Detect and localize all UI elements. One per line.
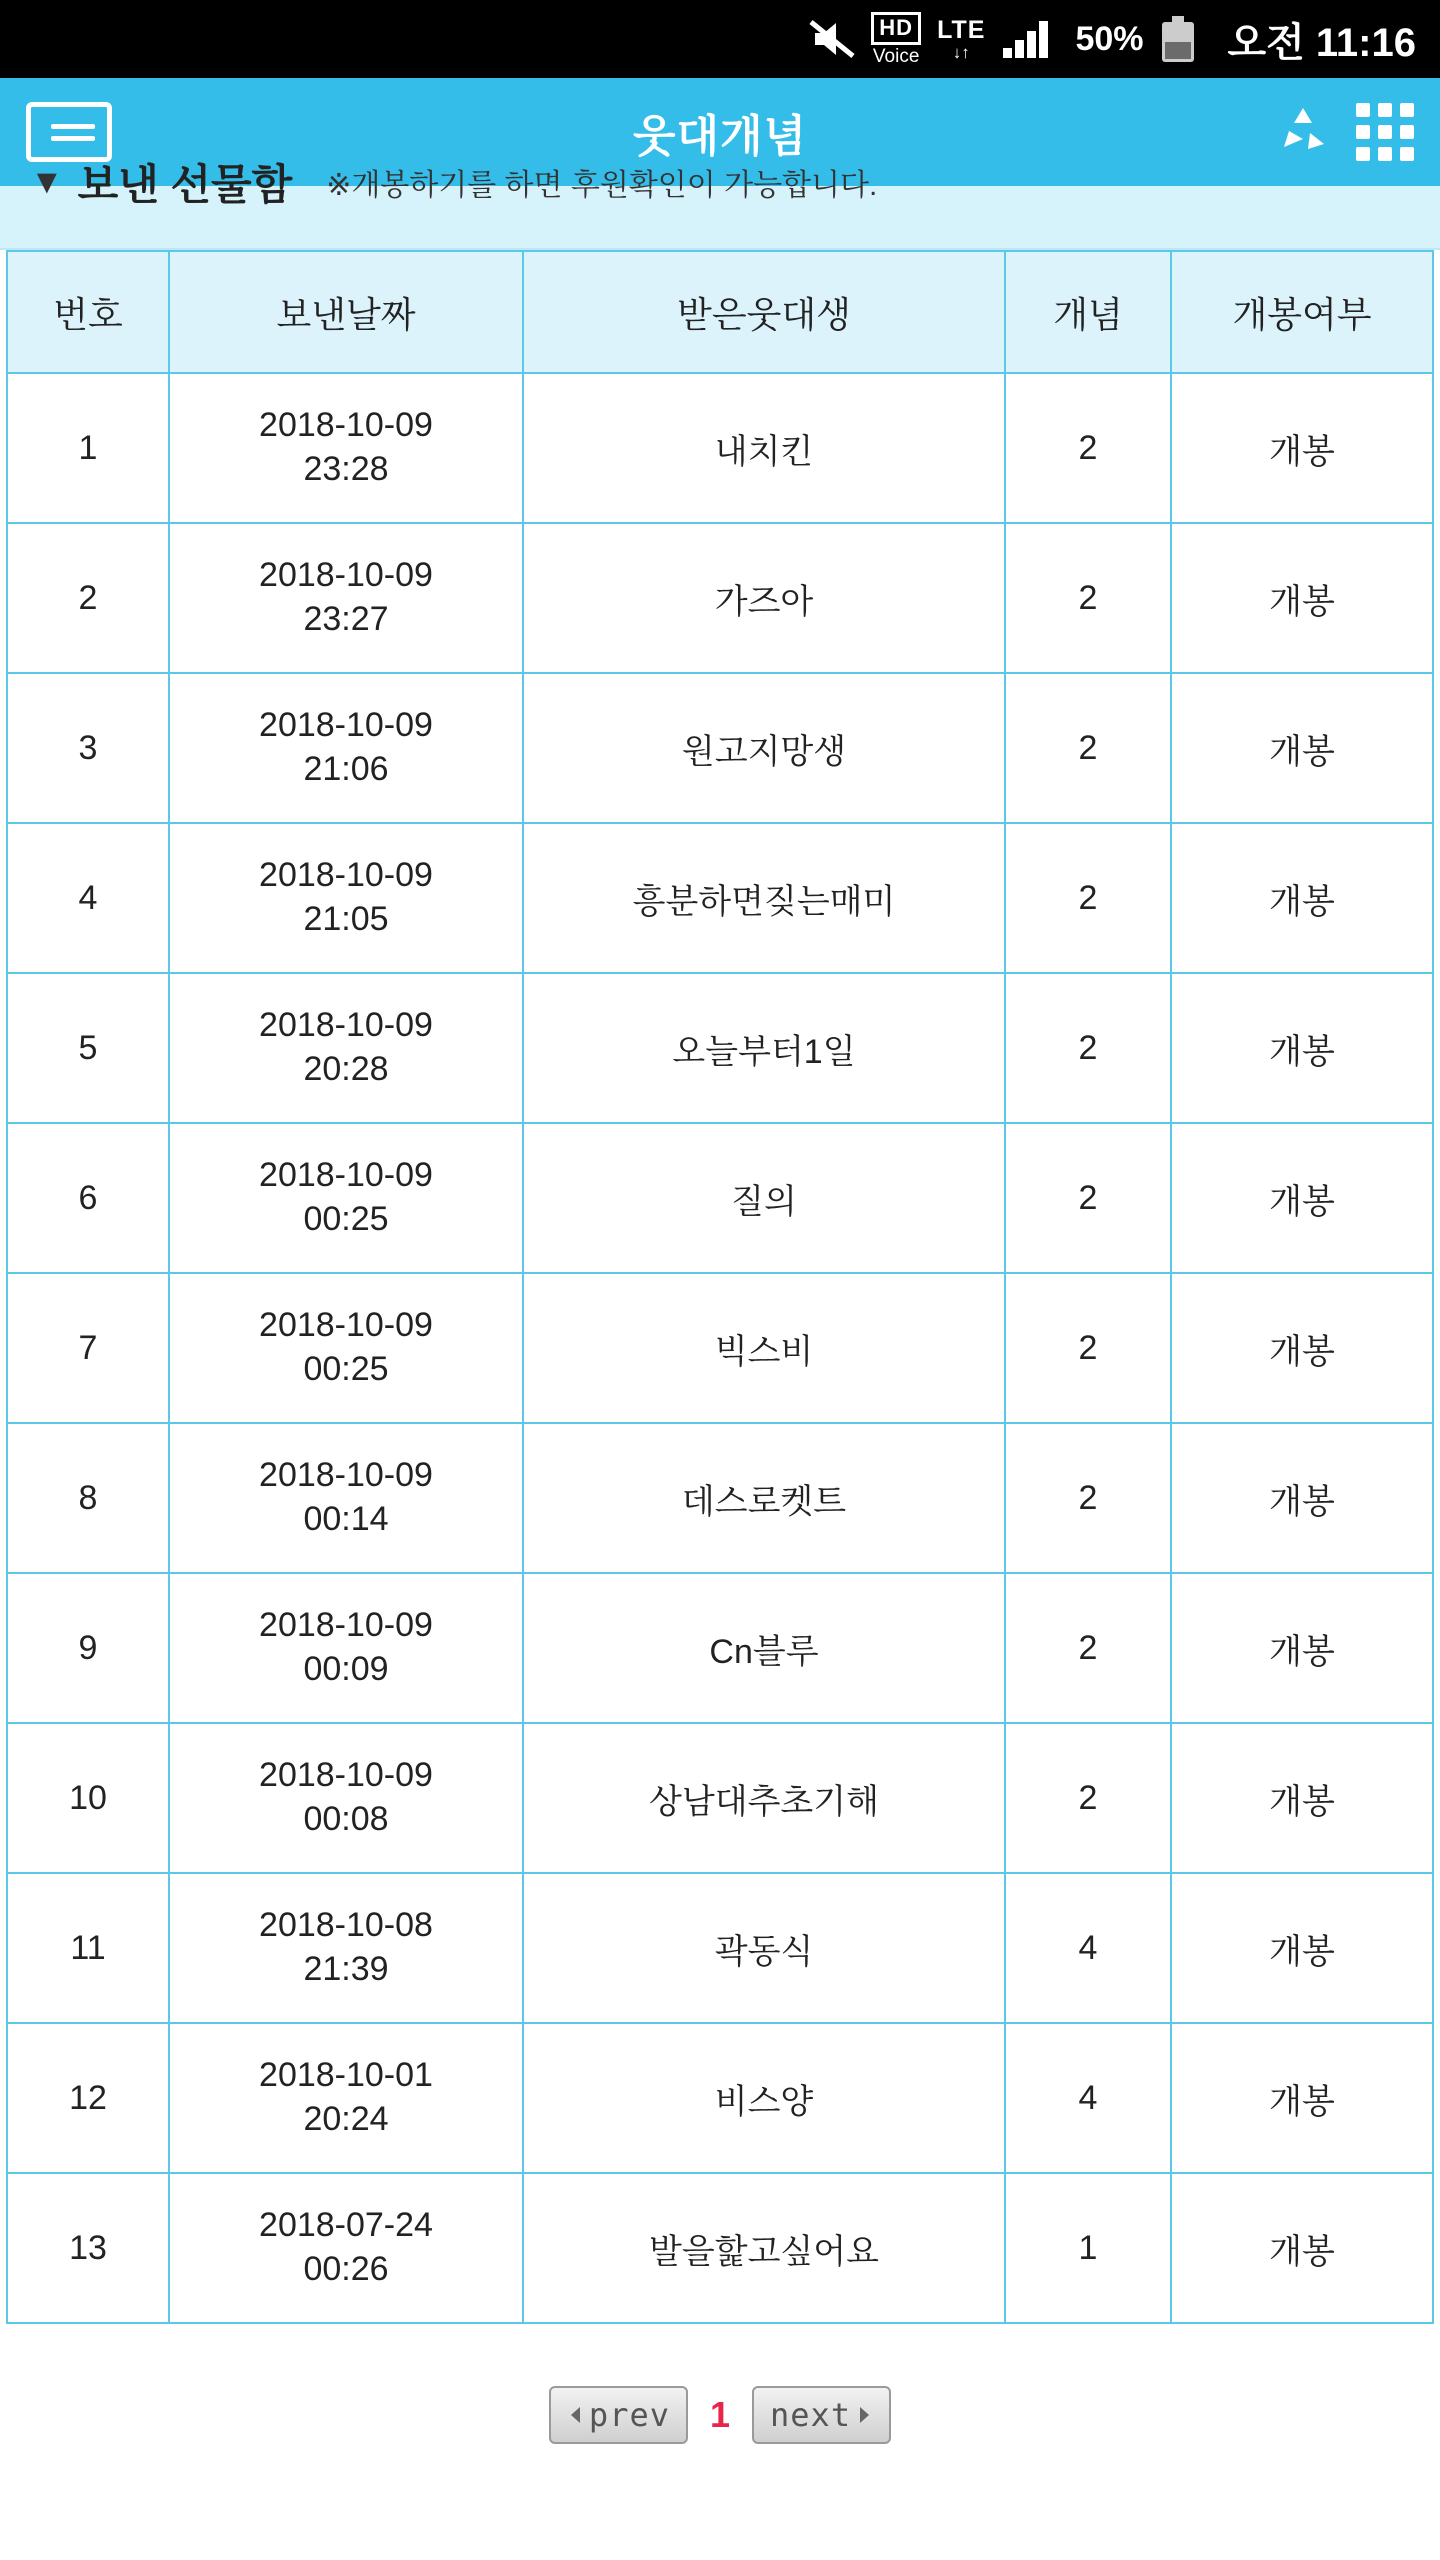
table-body <box>7 373 1433 2323</box>
cell-date-day: 2018-10-09 <box>259 1156 433 1195</box>
cell-date <box>169 2173 523 2323</box>
cell-no: 13 <box>7 2173 169 2323</box>
mute-icon <box>809 18 855 60</box>
table-row[interactable] <box>7 2023 1433 2173</box>
cell-date-day: 2018-10-08 <box>259 1906 433 1945</box>
cell-date <box>169 523 523 673</box>
cell-date-day: 2018-10-09 <box>259 856 433 895</box>
cell-open-status[interactable]: 개봉 <box>1171 1573 1433 1723</box>
cell-date-day: 2018-10-09 <box>259 1756 433 1795</box>
chevron-right-icon <box>857 2405 873 2425</box>
cell-date-time: 00:14 <box>303 1500 389 1538</box>
table-row[interactable] <box>7 1273 1433 1423</box>
table-row[interactable] <box>7 1123 1433 1273</box>
lte-label: LTE <box>937 15 986 44</box>
cell-date-time: 00:09 <box>303 1650 389 1688</box>
next-page-button[interactable] <box>752 2386 891 2444</box>
cell-date-day: 2018-10-09 <box>259 1456 433 1495</box>
cell-open-status[interactable]: 개봉 <box>1171 823 1433 973</box>
column-header-open-status: 개봉여부 <box>1171 251 1433 373</box>
lte-icon <box>937 15 986 62</box>
notice-title: 보낸 선물함 <box>77 161 293 208</box>
cell-date <box>169 973 523 1123</box>
cell-date <box>169 1573 523 1723</box>
notice-subtitle: ※개봉하기를 하면 후원확인이 가능합니다. <box>326 169 878 202</box>
cell-date <box>169 373 523 523</box>
app-bar-actions <box>1276 103 1414 162</box>
cell-date-day: 2018-10-09 <box>259 706 433 745</box>
cell-no: 10 <box>7 1723 169 1873</box>
table-row[interactable] <box>7 673 1433 823</box>
cell-no: 12 <box>7 2023 169 2173</box>
cell-recipient: 질의 <box>523 1123 1005 1273</box>
cell-recipient: 원고지망생 <box>523 673 1005 823</box>
cell-recipient: 가즈아 <box>523 523 1005 673</box>
cell-open-status[interactable]: 개봉 <box>1171 1273 1433 1423</box>
table-row[interactable] <box>7 1573 1433 1723</box>
cell-recipient: 빅스비 <box>523 1273 1005 1423</box>
chevron-down-icon: ▼ <box>30 163 64 201</box>
chevron-left-icon <box>567 2405 583 2425</box>
cell-no: 2 <box>7 523 169 673</box>
cell-count: 2 <box>1005 673 1171 823</box>
pagination <box>0 2386 1440 2444</box>
cell-count: 4 <box>1005 1873 1171 2023</box>
gift-list-table <box>6 250 1434 2324</box>
prev-page-button[interactable] <box>549 2386 688 2444</box>
cell-no: 11 <box>7 1873 169 2023</box>
hd-sub-label: Voice <box>872 45 920 67</box>
cell-date-day: 2018-07-24 <box>259 2206 433 2245</box>
cell-count: 2 <box>1005 1723 1171 1873</box>
status-clock: 오전 11:16 <box>1227 20 1416 65</box>
cell-date-day: 2018-10-09 <box>259 406 433 445</box>
cell-recipient: 비스양 <box>523 2023 1005 2173</box>
cell-no: 8 <box>7 1423 169 1573</box>
cell-open-status[interactable]: 개봉 <box>1171 973 1433 1123</box>
status-bar <box>0 0 1440 78</box>
cell-date <box>169 823 523 973</box>
cell-no: 1 <box>7 373 169 523</box>
page-title: 웃대개념 <box>632 112 807 161</box>
current-page-label[interactable]: 1 <box>709 2394 731 2435</box>
cell-date-day: 2018-10-09 <box>259 1606 433 1645</box>
cell-date-time: 23:28 <box>303 450 389 488</box>
cell-date <box>169 1873 523 2023</box>
column-header-count: 개념 <box>1005 251 1171 373</box>
gift-list-table-wrapper <box>0 250 1440 2324</box>
cell-date <box>169 673 523 823</box>
cell-open-status[interactable]: 개봉 <box>1171 2023 1433 2173</box>
cell-count: 2 <box>1005 1273 1171 1423</box>
hd-label: HD <box>871 12 921 45</box>
grid-icon[interactable] <box>1356 103 1414 161</box>
cell-date-time: 21:39 <box>303 1950 389 1988</box>
cell-date-time: 23:27 <box>303 600 389 638</box>
cell-date-time: 21:05 <box>303 900 389 938</box>
cell-open-status[interactable]: 개봉 <box>1171 1723 1433 1873</box>
signal-icon <box>1001 18 1053 60</box>
cell-date-day: 2018-10-09 <box>259 1006 433 1045</box>
cell-date-time: 00:25 <box>303 1350 389 1388</box>
cell-date-day: 2018-10-01 <box>259 2056 433 2095</box>
cell-no: 5 <box>7 973 169 1123</box>
cell-recipient: 곽동식 <box>523 1873 1005 2023</box>
cell-no: 9 <box>7 1573 169 1723</box>
notice-bar[interactable] <box>0 161 1440 250</box>
next-page-label: next <box>770 2396 852 2434</box>
table-row[interactable] <box>7 1423 1433 1573</box>
table-row[interactable] <box>7 1723 1433 1873</box>
cell-recipient: 오늘부터1일 <box>523 973 1005 1123</box>
cell-count: 2 <box>1005 373 1171 523</box>
lte-arrows-label: ↓↑ <box>952 42 970 62</box>
cell-date-time: 00:26 <box>303 2250 389 2288</box>
cell-date <box>169 1723 523 1873</box>
cell-date <box>169 2023 523 2173</box>
cell-open-status[interactable]: 개봉 <box>1171 373 1433 523</box>
cell-date-time: 00:08 <box>303 1800 389 1838</box>
cell-count: 2 <box>1005 1573 1171 1723</box>
table-row[interactable] <box>7 373 1433 523</box>
cell-date <box>169 1423 523 1573</box>
cell-no: 6 <box>7 1123 169 1273</box>
table-row[interactable] <box>7 973 1433 1123</box>
cell-recipient: 내치킨 <box>523 373 1005 523</box>
cell-count: 4 <box>1005 2023 1171 2173</box>
cell-count: 2 <box>1005 1423 1171 1573</box>
cell-count: 2 <box>1005 1123 1171 1273</box>
table-row[interactable] <box>7 823 1433 973</box>
cell-recipient: 상남대추초기해 <box>523 1723 1005 1873</box>
cell-count: 2 <box>1005 823 1171 973</box>
cell-recipient: 흥분하면짖는매미 <box>523 823 1005 973</box>
cell-date-day: 2018-10-09 <box>259 1306 433 1345</box>
table-head <box>7 251 1433 373</box>
cell-date-day: 2018-10-09 <box>259 556 433 595</box>
cell-recipient: Cn블루 <box>523 1573 1005 1723</box>
table-row[interactable] <box>7 2173 1433 2323</box>
table-row[interactable] <box>7 1873 1433 2023</box>
column-header-recipient: 받은웃대생 <box>523 251 1005 373</box>
menu-icon[interactable] <box>26 102 112 162</box>
cell-date-time: 20:24 <box>303 2100 389 2138</box>
hd-voice-icon <box>871 12 921 67</box>
cell-date-time: 21:06 <box>303 750 389 788</box>
column-header-date: 보낸날짜 <box>169 251 523 373</box>
cell-open-status[interactable]: 개봉 <box>1171 523 1433 673</box>
cell-recipient: 발을핥고싶어요 <box>523 2173 1005 2323</box>
cell-count: 2 <box>1005 973 1171 1123</box>
cell-date-time: 20:28 <box>303 1050 389 1088</box>
table-header-row <box>7 251 1433 373</box>
cell-no: 4 <box>7 823 169 973</box>
cell-date <box>169 1273 523 1423</box>
cell-no: 3 <box>7 673 169 823</box>
cell-open-status[interactable]: 개봉 <box>1171 1123 1433 1273</box>
battery-icon <box>1160 16 1196 62</box>
cell-date-time: 00:25 <box>303 1200 389 1238</box>
cell-open-status[interactable]: 개봉 <box>1171 673 1433 823</box>
battery-percent-label: 50% <box>1075 19 1144 58</box>
cell-open-status[interactable]: 개봉 <box>1171 2173 1433 2323</box>
table-row[interactable] <box>7 523 1433 673</box>
cell-recipient: 데스로켓트 <box>523 1423 1005 1573</box>
cell-open-status[interactable]: 개봉 <box>1171 1423 1433 1573</box>
cell-count: 2 <box>1005 523 1171 673</box>
prev-page-label: prev <box>588 2396 670 2434</box>
cell-count: 1 <box>1005 2173 1171 2323</box>
recycle-icon[interactable] <box>1276 103 1330 162</box>
cell-no: 7 <box>7 1273 169 1423</box>
cell-open-status[interactable]: 개봉 <box>1171 1873 1433 2023</box>
column-header-no: 번호 <box>7 251 169 373</box>
cell-date <box>169 1123 523 1273</box>
